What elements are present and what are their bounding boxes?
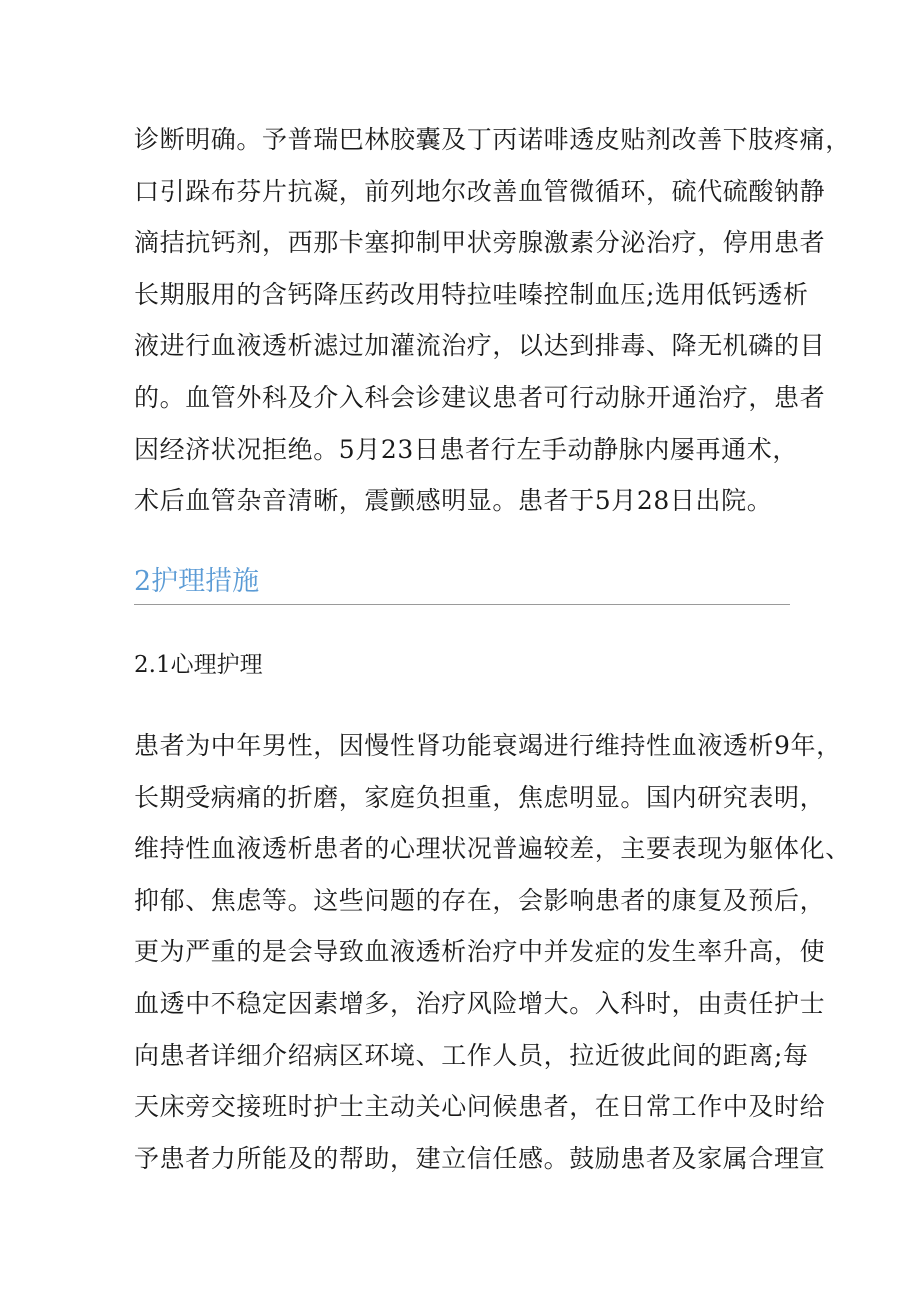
paragraph-line: 滴拮抗钙剂，西那卡塞抑制甲状旁腺激素分泌治疗，停用患者 bbox=[134, 228, 826, 258]
paragraph-line: 长期受病痛的折磨，家庭负担重，焦虑明显。国内研究表明， bbox=[134, 782, 826, 812]
paragraph-line: 因经济状况拒绝。5月23日患者行左手动静脉内屡再通术， bbox=[134, 434, 798, 464]
paragraph-line: 维持性血液透析患者的心理状况普遍较差，主要表现为躯体化、 bbox=[134, 834, 851, 864]
paragraph-line: 长期服用的含钙降压药改用特拉哇嗪控制血压;选用低钙透析 bbox=[134, 279, 809, 309]
paragraph-line: 向患者详细介绍病区环境、工作人员，拉近彼此间的距离;每 bbox=[134, 1040, 809, 1070]
paragraph-line: 天床旁交接班时护士主动关心问候患者，在日常工作中及时给 bbox=[134, 1092, 826, 1122]
paragraph-line: 液进行血液透析滤过加灌流治疗，以达到排毒、降无机磷的目 bbox=[134, 331, 826, 361]
paragraph-line: 予患者力所能及的帮助，建立信任感。鼓励患者及家属合理宣 bbox=[134, 1143, 826, 1173]
paragraph-line: 口引跺布芬片抗凝，前列地尔改善血管微循环，硫代硫酸钠静 bbox=[134, 176, 826, 206]
paragraph-line: 更为严重的是会导致血液透析治疗中并发症的发生率升高，使 bbox=[134, 937, 826, 967]
case-summary-paragraph bbox=[134, 114, 851, 527]
paragraph-line: 抑郁、焦虑等。这些问题的存在，会影响患者的康复及预后， bbox=[134, 885, 826, 915]
paragraph-line: 的。血管外科及介入科会诊建议患者可行动脉开通治疗，患者 bbox=[134, 382, 826, 412]
paragraph-line: 患者为中年男性，因慢性肾功能衰竭进行维持性血液透析9年， bbox=[134, 731, 842, 760]
paragraph-line: 诊断明确。予普瑞巴林胶囊及丁丙诺啡透皮贴剂改善下肢疼痛， bbox=[134, 125, 851, 154]
psychological-care-paragraph bbox=[134, 720, 851, 1184]
paragraph-line: 术后血管杂音清晰，震颤感明显。患者于5月28日出院。 bbox=[134, 486, 773, 516]
section-heading: 2护理措施 bbox=[134, 560, 790, 605]
paragraph-line: 血透中不稳定因素增多，治疗风险增大。入科时，由责任护士 bbox=[134, 988, 826, 1018]
subsection-heading: 2.1心理护理 bbox=[134, 652, 263, 678]
